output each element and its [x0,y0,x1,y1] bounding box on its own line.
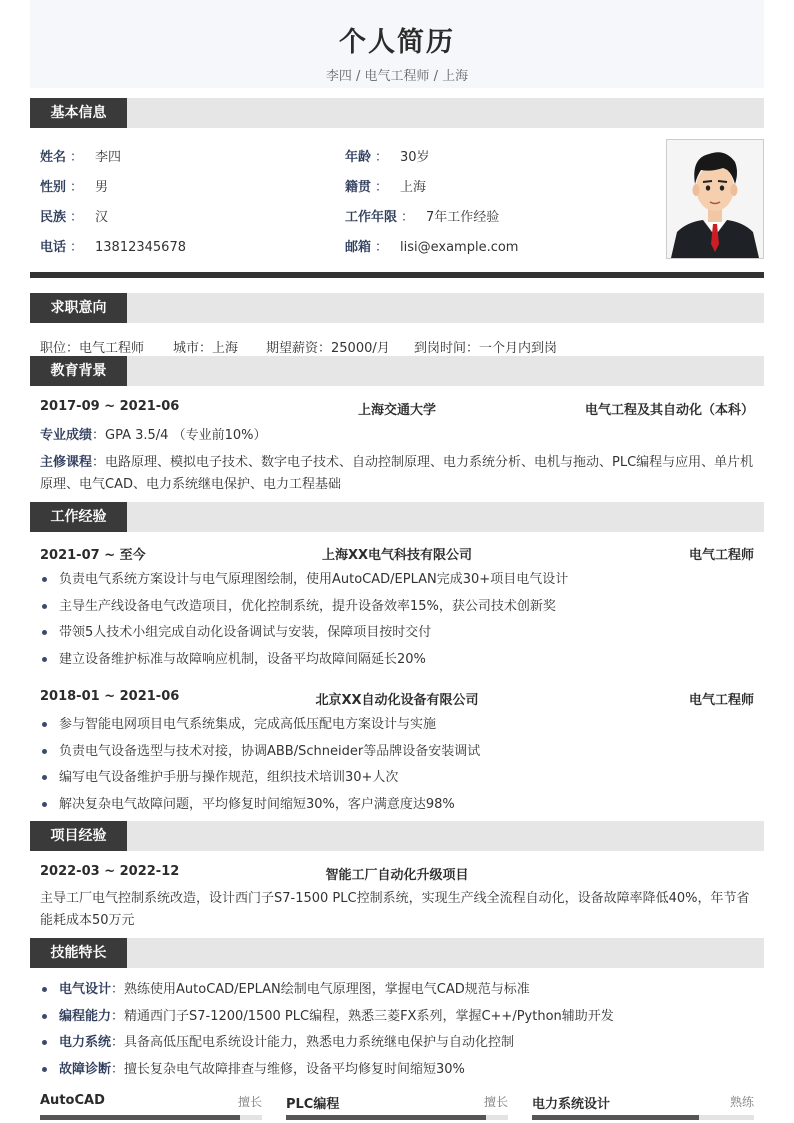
job-company: 上海XX电气科技有限公司 [321,548,473,563]
project-description: 主导工厂电气控制系统改造，设计西门子S7-1500 PLC控制系统，实现生产线全流程自动化，设备故障率降低40%，年节省能耗成本50万元 [40,891,750,928]
skill-track [532,1115,754,1120]
list-item: 参与智能电网项目电气系统集成，完成高低压配电方案设计与实施 [40,715,754,742]
section-skills [30,938,764,968]
info-gender: 性别 ： 男 [40,180,109,195]
section-divider [30,272,764,278]
job-row [40,689,754,709]
project-period: 2022-03 ~ 2022-12 [40,864,180,879]
skill-fill [286,1115,486,1120]
section-title: 求职意向 [30,293,127,323]
section-title: 项目经验 [30,821,127,851]
basic-info-block [30,128,764,289]
job-role: 电气工程师 [688,693,754,708]
info-years: 工作年限 ： 7年工作经验 [345,210,500,225]
job-bullets [40,715,754,821]
job-bullets [40,570,754,676]
list-item: 建立设备维护标准与故障响应机制，设备平均故障间隔延长20% [40,650,754,677]
intent-salary: 期望薪资：25000/月 [266,341,390,356]
resume-title: 个人简历 [339,27,455,58]
project-name: 智能工厂自动化升级项目 [325,868,469,883]
skill-fill [40,1115,240,1120]
list-item: 负责电气设备选型与技术对接，协调ABB/Schneider等品牌设备安装调试 [40,742,754,769]
list-item: 带领5人技术小组完成自动化设备调试与安装，保障项目按时交付 [40,623,754,650]
education-school: 上海交通大学 [357,403,436,418]
education-period: 2017-09 ~ 2021-06 [40,399,180,414]
list-item: 编程能力：精通西门子S7-1200/1500 PLC编程，熟悉三菱FX系列，掌握C++/Python辅助开发 [40,1007,754,1034]
resume-header [30,0,764,88]
list-item: 电气设计：熟练使用AutoCAD/EPLAN绘制电气原理图，掌握电气CAD规范与标准 [40,980,754,1007]
section-title: 教育背景 [30,356,127,386]
info-phone: 电话 ： 13812345678 [40,240,186,255]
job-company: 北京XX自动化设备有限公司 [315,693,479,708]
list-item: 故障诊断：擅长复杂电气故障排查与维修，设备平均修复时间缩短30% [40,1060,754,1087]
list-item: 编写电气设备维护手册与操作规范，组织技术培训30+人次 [40,768,754,795]
intent-position: 职位：电气工程师 [40,341,145,356]
avatar-illustration [667,140,763,258]
info-email: 邮箱 ： lisi@example.com [345,240,519,255]
profile-photo [666,139,764,259]
job-role: 电气工程师 [688,548,754,563]
resume-page [30,0,764,1112]
education-major: 电气工程及其自动化（本科） [584,403,754,418]
skill-fill [532,1115,699,1120]
section-title: 技能特长 [30,938,127,968]
section-education [30,356,764,386]
section-work [30,502,764,532]
info-age: 年龄 ： 30岁 [345,150,430,165]
intent-start-date: 到岗时间：一个月内到岗 [414,341,558,356]
section-title: 基本信息 [30,98,127,128]
list-item: 解决复杂电气故障问题，平均修复时间缩短30%，客户满意度达98% [40,795,754,822]
section-basic-info [30,98,764,128]
education-courses: 主修课程：电路原理、模拟电子技术、数字电子技术、自动控制原理、电力系统分析、电机与拖动、PLC编程与应用、单片机原理、电气CAD、电力系统继电保护、电力工程基础 [40,455,754,492]
education-gpa: 专业成绩：GPA 3.5/4 （专业前10%） [40,428,267,443]
skill-bar-autocad: AutoCAD 擅长 [40,1093,262,1113]
info-name: 姓名 ： 李四 [40,150,122,165]
info-hometown: 籍贯 ： 上海 [345,180,427,195]
skill-bullets [40,980,754,1086]
list-item: 电力系统：具备高低压配电系统设计能力，熟悉电力系统继电保护与自动化控制 [40,1033,754,1060]
education-row [40,399,754,419]
skill-bar-plc: PLC编程 擅长 [286,1093,508,1113]
skill-track [40,1115,262,1120]
intent-city: 城市：上海 [173,341,239,356]
job-period: 2021-07 ~ 至今 [40,548,146,563]
section-job-intent [30,293,764,323]
skill-track [286,1115,508,1120]
skill-bar-power-system: 电力系统设计 熟练 [532,1093,754,1113]
project-row [40,864,754,884]
list-item: 负责电气系统方案设计与电气原理图绘制，使用AutoCAD/EPLAN完成30+项目电气设计 [40,570,754,597]
info-ethnicity: 民族 ： 汉 [40,210,109,225]
list-item: 主导生产线设备电气改造项目，优化控制系统，提升设备效率15%，获公司技术创新奖 [40,597,754,624]
resume-subtitle: 李四 / 电气工程师 / 上海 [325,69,469,84]
section-title: 工作经验 [30,502,127,532]
section-project [30,821,764,851]
job-row [40,544,754,564]
job-period: 2018-01 ~ 2021-06 [40,689,180,704]
